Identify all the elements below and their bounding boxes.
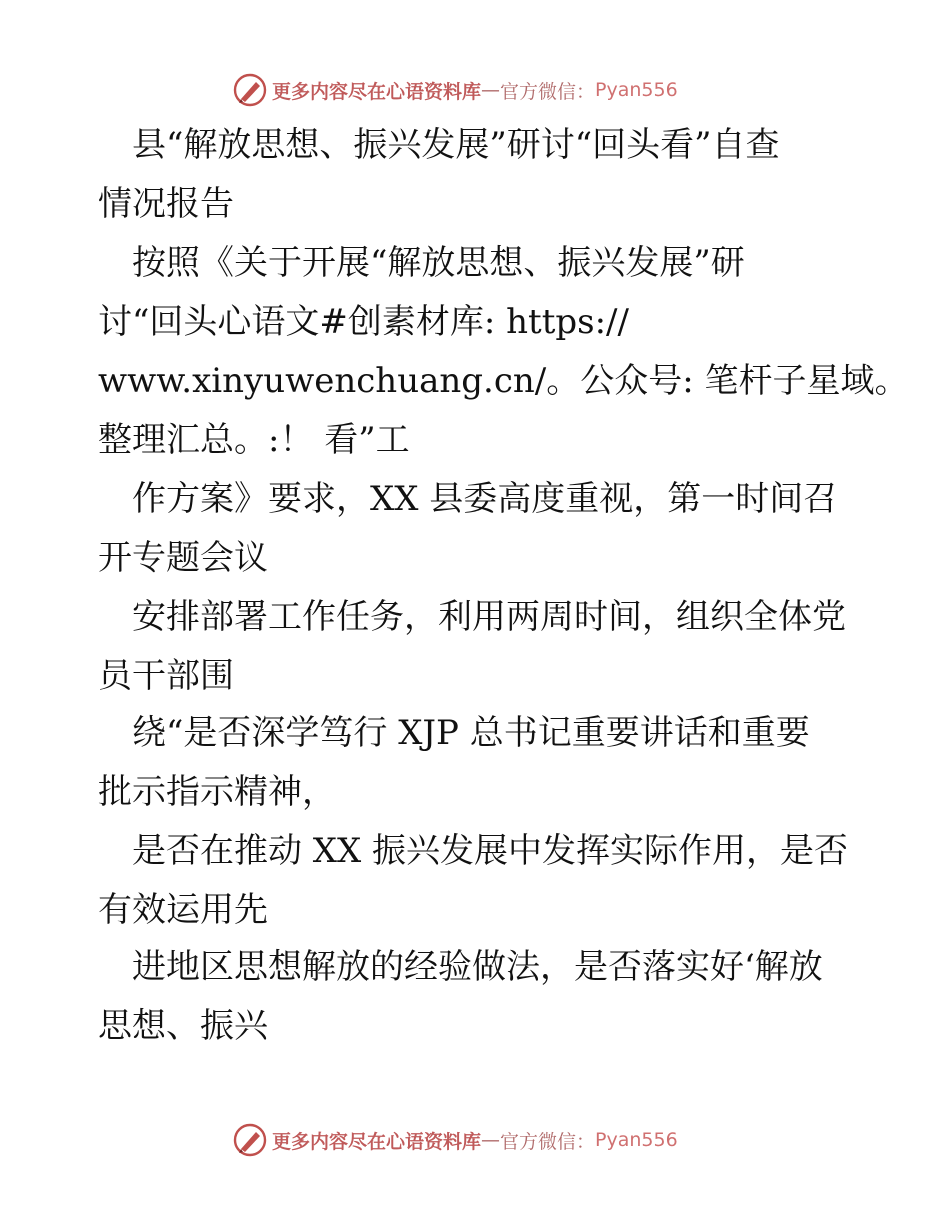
text-line: www.xinyuwenchuang.cn/。公众号: 笔杆子星域。	[98, 361, 909, 401]
separator: —	[481, 1129, 501, 1151]
wechat-id: Pyan556	[595, 1129, 678, 1151]
header-banner	[232, 70, 678, 110]
separator: —	[481, 79, 501, 101]
text-line: 开专题会议	[98, 538, 268, 578]
text-line: 思想、振兴	[98, 1006, 268, 1046]
footer-banner	[232, 1120, 678, 1160]
text-line: 县“解放思想、振兴发展”研讨“回头看”自查	[98, 125, 780, 165]
text-line: 按照《关于开展“解放思想、振兴发展”研	[98, 243, 745, 283]
text-line: 是否在推动 XX 振兴发展中发挥实际作用，是否	[98, 831, 849, 871]
text-line: 情况报告	[98, 184, 234, 224]
text-line: 批示指示精神，	[98, 772, 336, 812]
text-line: 整理汇总。:！ 看”工	[98, 420, 410, 460]
pen-logo-icon	[232, 1122, 268, 1158]
text-line: 作方案》要求，XX 县委高度重视，第一时间召	[98, 479, 838, 519]
text-line: 员干部围	[98, 656, 234, 696]
text-line: 绕“是否深学笃行 XJP 总书记重要讲话和重要	[98, 713, 810, 753]
wechat-label: 官方微信：	[500, 1130, 596, 1153]
text-line: 安排部署工作任务，利用两周时间，组织全体党	[98, 597, 846, 637]
text-line: 讨“回头心语文#创素材库: https://	[98, 302, 629, 342]
text-line: 进地区思想解放的经验做法，是否落实好‘解放	[98, 947, 823, 987]
brand-text: 更多内容尽在心语资料库	[272, 80, 482, 103]
wechat-id: Pyan556	[595, 79, 678, 101]
wechat-label: 官方微信：	[500, 80, 596, 103]
text-line: 有效运用先	[98, 890, 268, 930]
brand-text: 更多内容尽在心语资料库	[272, 1130, 482, 1153]
pen-logo-icon	[232, 72, 268, 108]
